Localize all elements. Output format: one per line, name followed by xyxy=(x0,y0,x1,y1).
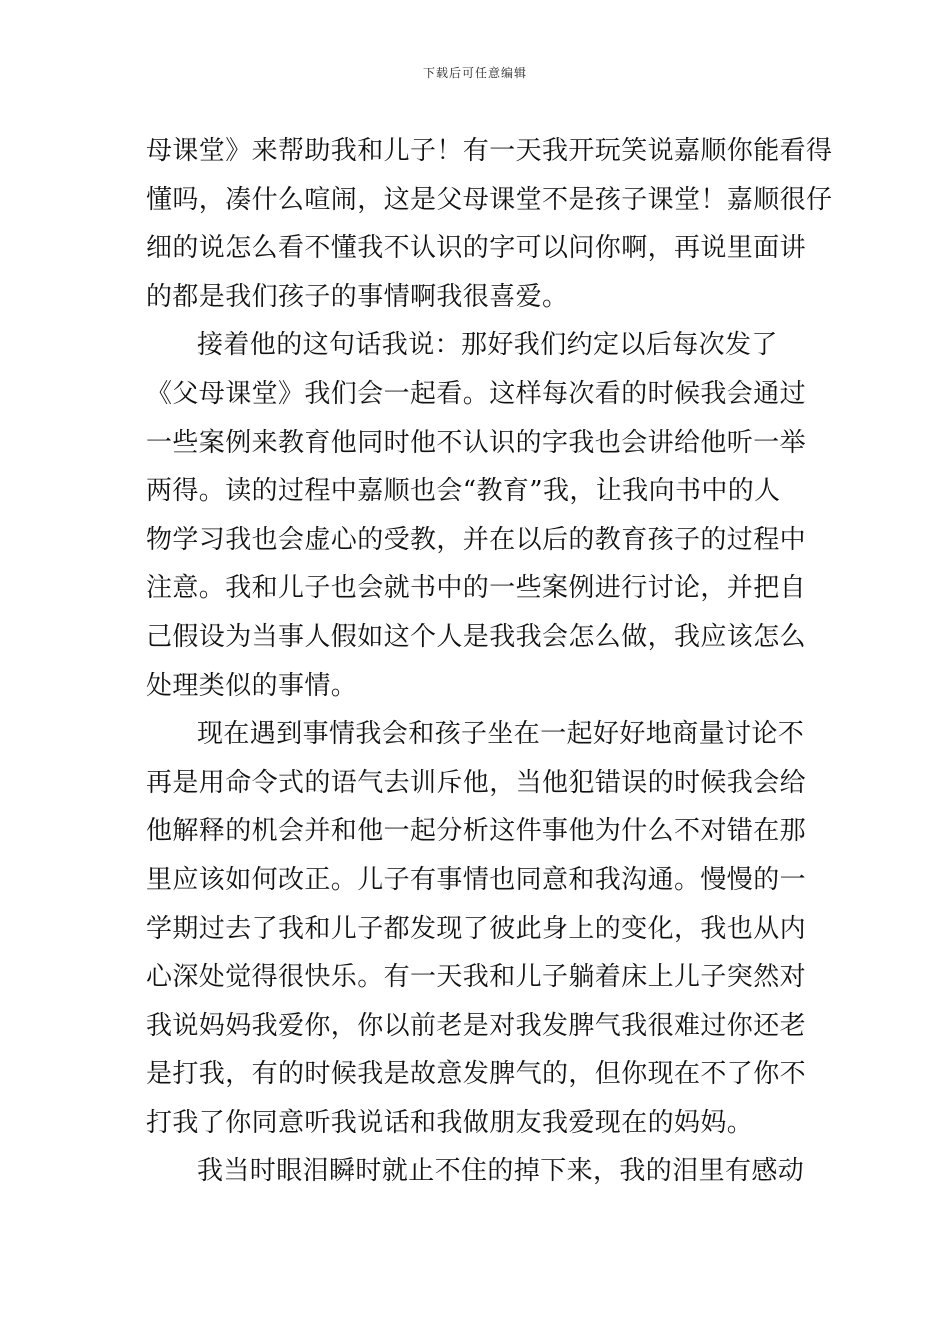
text-line: 两得。读的过程中嘉顺也会“教育”我，让我向书中的人 xyxy=(146,476,781,507)
text-line: 是打我，有的时候我是故意发脾气的，但你现在不了你不 xyxy=(146,1059,807,1090)
text-line: 一些案例来教育他同时他不认识的字我也会讲给他听一举 xyxy=(146,427,807,458)
page-header: 下载后可任意编辑 xyxy=(422,66,527,80)
text-line: 己假设为当事人假如这个人是我我会怎么做，我应该怎么 xyxy=(146,621,807,652)
text-line: 再是用命令式的语气去训斥他，当他犯错误的时候我会给 xyxy=(146,767,807,798)
text-line: 物学习我也会虚心的受教，并在以后的教育孩子的过程中 xyxy=(146,524,807,555)
text-line: 我说妈妈我爱你，你以前老是对我发脾气我很难过你还老 xyxy=(146,1010,807,1041)
text-line: 处理类似的事情。 xyxy=(146,670,358,701)
document-body xyxy=(146,127,833,1196)
text-line: 心深处觉得很快乐。有一天我和儿子躺着床上儿子突然对 xyxy=(146,962,807,993)
text-line: 母课堂》来帮助我和儿子！有一天我开玩笑说嘉顺你能看得 xyxy=(146,136,833,166)
text-line: 学期过去了我和儿子都发现了彼此身上的变化，我也从内 xyxy=(146,913,807,944)
text-line: 里应该如何改正。儿子有事情也同意和我沟通。慢慢的一 xyxy=(146,864,807,895)
text-line: 细的说怎么看不懂我不认识的字可以问你啊，再说里面讲 xyxy=(146,233,807,264)
text-line: 注意。我和儿子也会就书中的一些案例进行讨论，并把自 xyxy=(146,573,807,604)
text-line: 懂吗，凑什么喧闹，这是父母课堂不是孩子课堂！嘉顺很仔 xyxy=(146,184,833,215)
text-line: 接着他的这句话我说：那好我们约定以后每次发了 xyxy=(197,330,778,361)
text-line: 他解释的机会并和他一起分析这件事他为什么不对错在那 xyxy=(146,816,807,847)
text-line: 现在遇到事情我会和孩子坐在一起好好地商量讨论不 xyxy=(197,719,805,750)
text-line: 我当时眼泪瞬时就止不住的掉下来，我的泪里有感动 xyxy=(197,1156,805,1187)
text-line: 打我了你同意听我说话和我做朋友我爱现在的妈妈。 xyxy=(146,1107,754,1138)
text-line: 的都是我们孩子的事情啊我很喜爱。 xyxy=(146,281,569,312)
text-line: 《父母课堂》我们会一起看。这样每次看的时候我会通过 xyxy=(146,378,807,409)
